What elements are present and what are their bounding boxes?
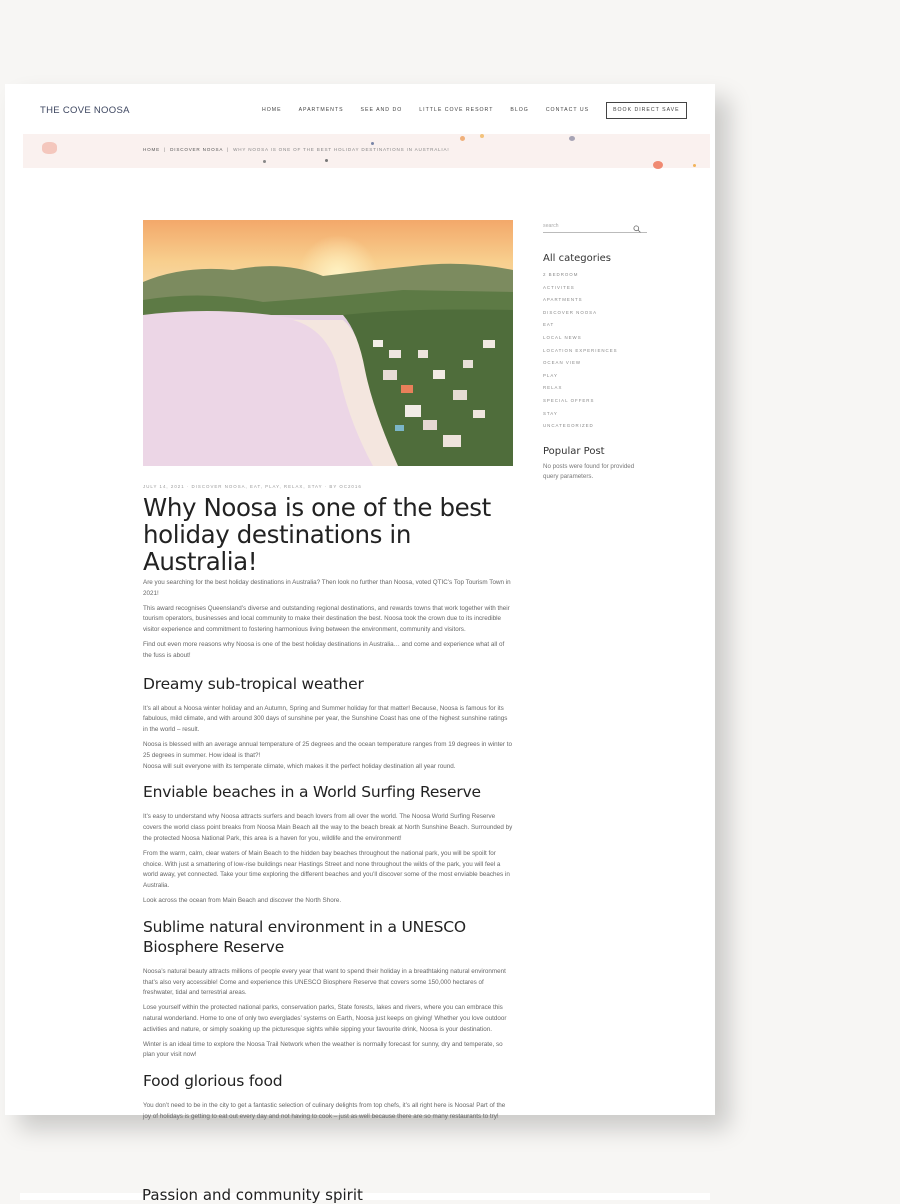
section-paragraph: It’s easy to understand why Noosa attracts surfers and beach lovers from all over the world. The Noosa World Surfing Reserve covers the world class point breaks from Noosa Main Beach all the way to the beach break at North Sunshine Beach. Surrounded by the protected Noosa National Park, this area is a haven for you, wildlife and the environment! [143, 813, 513, 842]
next-page-strip [20, 1186, 710, 1204]
search-input[interactable]: search [543, 223, 559, 229]
search-icon[interactable] [633, 220, 641, 238]
nav-blog[interactable]: BLOG [510, 107, 529, 113]
category-link[interactable]: ACTIVITES [543, 284, 575, 290]
breadcrumb [143, 147, 449, 152]
page-frame [5, 84, 715, 1120]
decor-dot [693, 164, 696, 167]
breadcrumb-banner [23, 134, 710, 168]
intro-paragraph: Find out even more reasons why Noosa is one of the best holiday destinations in Australia… and come and experience what all of the fuss is about! [143, 640, 505, 659]
section-paragraph: Winter is an ideal time to explore the Noosa Trail Network when the weather is normally forecast for sunny, dry and temperate, so plan your visit now! [143, 1040, 503, 1059]
intro-paragraph: This award recognises Queensland’s diverse and outstanding regional destinations, and rewards towns that work together with their tourism operators, businesses and local community to make their destination the best. Noosa took the crown due to its incredible visitor experience and commitment to fostering harmonious living between the environment, community and visitors. [143, 604, 510, 634]
noosa-aerial-illustration [143, 220, 513, 466]
section-paragraph: Noosa is blessed with an average annual temperature of 25 degrees and the ocean temperature ranges from 19 degrees in winter to 25 degrees in summer. How ideal is that?! [143, 740, 512, 759]
post-title: Why Noosa is one of the best holiday destinations in Australia! [143, 493, 491, 576]
categories-title: All categories [543, 253, 611, 264]
breadcrumb-home[interactable]: HOME [143, 147, 160, 152]
site-logo[interactable]: THE COVE NOOSA [40, 105, 130, 116]
nav-see-and-do[interactable]: SEE AND DO [360, 107, 403, 113]
nav-contact-us[interactable]: CONTACT US [545, 107, 590, 113]
nav-home[interactable]: HOME [262, 107, 282, 113]
decor-dot [480, 134, 484, 138]
decor-dot [325, 159, 328, 162]
breadcrumb-current: WHY NOOSA IS ONE OF THE BEST HOLIDAY DESTINATIONS IN AUSTRALIA! [233, 147, 450, 152]
section-paragraph: Look across the ocean from Main Beach and discover the North Shore. [143, 896, 342, 904]
category-link[interactable]: STAY [543, 410, 558, 416]
category-link[interactable]: RELAX [543, 385, 563, 391]
next-section-heading: Passion and community spirit [142, 1186, 363, 1204]
book-direct-button[interactable]: BOOK DIRECT SAVE [606, 102, 687, 119]
hero-image [143, 220, 513, 466]
category-list [543, 269, 647, 433]
category-link[interactable]: OCEAN VIEW [543, 360, 582, 366]
section-paragraph: Noosa will suit everyone with its temperate climate, which makes it the perfect holiday destination all year round. [143, 762, 456, 770]
section-paragraph: It’s all about a Noosa winter holiday and an Autumn, Spring and Summer holiday for that matter! Because, Noosa is famous for its fabulous, mild climate, and with around 300 days of sunshine per year, the Sunshine Coast has one of the highest sunshine ratings in the world – result. [143, 704, 508, 734]
breadcrumb-separator: | [164, 147, 167, 152]
sidebar [543, 220, 647, 483]
category-link[interactable]: UNCATEGORIZED [543, 423, 594, 429]
category-link[interactable]: SPECIAL OFFERS [543, 397, 595, 403]
decor-dot [653, 161, 663, 169]
category-link[interactable]: 2 BEDROOM [543, 272, 579, 277]
main-nav [262, 101, 687, 119]
intro-paragraph: Are you searching for the best holiday destinations in Australia? Then look no further than Noosa, voted QTIC’s Top Tourism Town in 2021! [143, 579, 511, 597]
section-paragraph: You don’t need to be in the city to get a fantastic selection of culinary delights from top chefs, it’s all right here is Noosa! Part of the joy of holidays is getting to eat out every day and not having to cook – just as well because there are so many restaurants to try! [143, 1102, 506, 1120]
nav-apartments[interactable]: APARTMENTS [298, 107, 344, 113]
category-link[interactable]: LOCAL NEWS [543, 334, 582, 340]
section-heading-weather: Dreamy sub-tropical weather [143, 674, 364, 693]
section-paragraph: Lose yourself within the protected national parks, conservation parks, State forests, lakes and rivers, where you can embrace this natural wonderland. Home to one of only two everglades’ systems on Earth, Noosa just keeps on giving! Whether you love outdoor activities and nature, or simply soaking up the picturesque sights while sipping your favourite drink, Noosa is your destination. [143, 1004, 507, 1033]
category-link[interactable]: LOCATION EXPERIENCES [543, 347, 618, 353]
nav-little-cove-resort[interactable]: LITTLE COVE RESORT [419, 107, 494, 113]
category-link[interactable]: DISCOVER NOOSA [543, 309, 598, 315]
section-heading-beaches: Enviable beaches in a World Surfing Reserve [143, 783, 481, 802]
category-link[interactable]: APARTMENTS [543, 297, 583, 303]
category-link[interactable]: PLAY [543, 372, 558, 378]
section-paragraph: Noosa’s natural beauty attracts millions of people every year that want to spend their holiday in a breathtaking natural environment that’s also very accessible! Come and experience this UNESCO Biosphere Reserve that covers some 150,000 hectares of freshwater, tidal and terrestrial areas. [143, 967, 506, 997]
decor-dot [371, 142, 374, 145]
search-field[interactable] [543, 220, 647, 233]
breadcrumb-separator: | [227, 147, 230, 152]
section-heading-unesco: Sublime natural environment in a UNESCO Biosphere Reserve [143, 917, 466, 956]
decor-dot [460, 136, 465, 141]
decor-dot [263, 160, 266, 163]
section-heading-food: Food glorious food [143, 1072, 283, 1091]
breadcrumb-category[interactable]: DISCOVER NOOSA [170, 147, 223, 152]
popular-post-title: Popular Post [543, 445, 605, 457]
site-header [5, 84, 715, 134]
decor-blob [42, 142, 57, 154]
post-content [143, 220, 513, 1123]
category-link[interactable]: EAT [543, 322, 555, 328]
decor-dot [569, 136, 575, 141]
popular-post-empty: No posts were found for provided query parameters. [543, 462, 635, 481]
post-meta: JULY 14, 2021 · DISCOVER NOOSA, EAT, PLAY, RELAX, STAY · BY OC2016 [143, 484, 362, 489]
section-paragraph: From the warm, calm, clear waters of Main Beach to the hidden bay beaches throughout the national park, you will be spoilt for choice. With just a smattering of low-rise buildings near Hastings Street and none throughout the wilds of the park, you will feel a world away, yet connected. Take your time exploring the different beaches and you’ll discover some of the most enviable beaches in Australia. [143, 849, 510, 890]
